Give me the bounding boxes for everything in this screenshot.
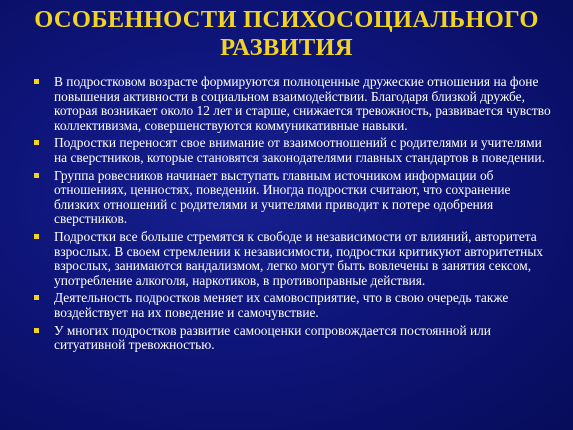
square-bullet-icon bbox=[34, 328, 39, 333]
bullet-text: В подростковом возрасте формируются полноценные дружеские отношения на фоне повышения активности в социальном взаимодействии. Благодаря близкой дружбе, которая возникает около 12 лет и старше, снижается тревожность, развивается чувство коллективизма, совершенствуются коммуникативные навыки. bbox=[54, 74, 551, 133]
square-bullet-icon bbox=[34, 173, 39, 178]
bullet-item bbox=[32, 136, 557, 165]
bullet-text: Группа ровесников начинает выступать главным источником информации об отношениях, ценностях, поведении. Иногда подростки считают, что сохранение близких отношений с родителями и учителями приводит к потере одобрения сверстников. bbox=[54, 167, 511, 227]
bullet-item bbox=[32, 324, 557, 353]
title-line-1: ОСОБЕННОСТИ ПСИХОСОЦИАЛЬНОГО bbox=[34, 6, 539, 33]
bullet-item bbox=[32, 75, 557, 133]
square-bullet-icon bbox=[34, 140, 39, 145]
bullet-item bbox=[32, 230, 557, 288]
square-bullet-icon bbox=[34, 234, 39, 239]
slide-title bbox=[0, 6, 573, 62]
square-bullet-icon bbox=[34, 79, 39, 84]
bullet-text: Подростки переносят свое внимание от взаимоотношений с родителями и учителями на сверстников, которые становятся законодателями главных стандартов в поведении. bbox=[54, 135, 545, 165]
bullet-item bbox=[32, 169, 557, 227]
bullet-text: Деятельность подростков меняет их самовосприятие, что в свою очередь также воздействует на их поведение и самочувствие. bbox=[54, 290, 509, 320]
bullet-text: Подростки все больше стремятся к свободе и независимости от влияний, авторитета взрослых. В своем стремлении к независимости, подростки критикуют авторитетных взрослых, занимаются вандализмом, легко могут быть вовлечены в занятия сексом, употребление алкоголя, наркотиков, в противоправные действия. bbox=[54, 228, 544, 288]
bullet-list bbox=[32, 75, 557, 356]
bullet-text: У многих подростков развитие самооценки сопровождается постоянной или ситуативной тревожностью. bbox=[54, 322, 491, 353]
title-line-2: РАЗВИТИЯ bbox=[220, 34, 353, 61]
bullet-item bbox=[32, 291, 557, 320]
square-bullet-icon bbox=[34, 295, 39, 300]
